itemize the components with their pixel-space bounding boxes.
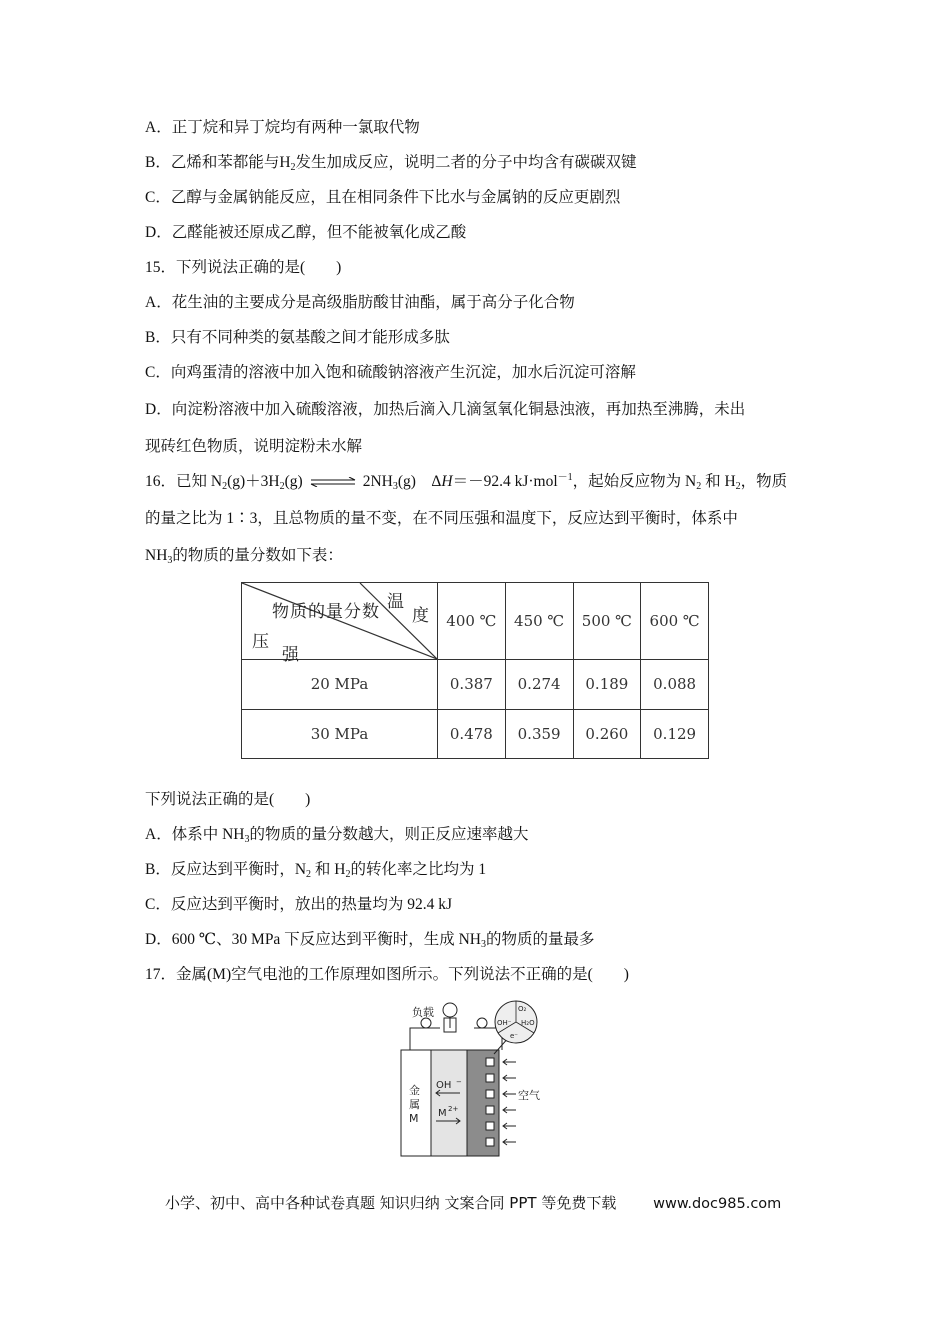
terminal-left-icon (421, 1018, 431, 1028)
header-pressure-char2: 强 (282, 645, 299, 665)
nh3-fraction-table (241, 582, 709, 759)
q15-option-d-cont: 现砖红色物质，说明淀粉未水解 (145, 438, 363, 455)
h2o-label: H₂O (521, 1019, 535, 1027)
q14-option-b: B．乙烯和苯都能与$H_2$发生加成反应，说明二者的分子中均含有碳碳双键 (145, 154, 637, 173)
q14-option-c: C．乙醇与金属钠能反应，且在相同条件下比水与金属钠的反应更剧烈 (145, 189, 621, 206)
q15-option-b: B．只有不同种类的氨基酸之间才能形成多肽 (145, 329, 450, 346)
q15-stem: 15．下列说法正确的是( ) (145, 259, 342, 276)
page-footer (165, 1192, 781, 1213)
q16-stem-line3: $NH_3$的物质的量分数如下表： (145, 547, 343, 566)
table-row (242, 709, 709, 759)
table-cell: 0.260 (573, 709, 641, 759)
electron-label: e⁻ (510, 1032, 519, 1040)
o2-label: O₂ (518, 1005, 527, 1013)
q16-stem-line2: 的量之比为 1∶3，且总物质的量不变，在不同压强和温度下，反应达到平衡时，体系中 (145, 510, 738, 527)
metal-label-3: M (409, 1112, 419, 1125)
q14-option-a: A．正丁烷和异丁烷均有两种一氯取代物 (145, 119, 420, 136)
table-cell: 0.387 (438, 660, 506, 710)
electrolyte (431, 1050, 467, 1156)
metal-air-battery-figure (398, 998, 548, 1160)
q17-stem: 17．金属(M)空气电池的工作原理如图所示。下列说法不正确的是( ) (145, 966, 629, 983)
table-diagonal-header (242, 583, 438, 665)
air-arrows-icon (503, 1059, 516, 1145)
header-pressure-char1: 压 (252, 632, 269, 652)
bulb-icon (443, 1003, 457, 1017)
terminal-right-icon (477, 1018, 487, 1028)
table-cell: 0.189 (573, 660, 641, 710)
table-header-row (242, 583, 709, 660)
footer-url[interactable]: www.doc985.com (653, 1196, 782, 1212)
temp-500: 500 ℃ (573, 583, 641, 660)
table-cell: 0.359 (505, 709, 573, 759)
q15-option-c: C．向鸡蛋清的溶液中加入饱和硫酸钠溶液产生沉淀，加水后沉淀可溶解 (145, 364, 636, 381)
metal-label-2: 属 (409, 1098, 420, 1111)
q14-option-d: D．乙醛能被还原成乙醇，但不能被氧化成乙酸 (145, 224, 467, 241)
pressure-20: 20 MPa (242, 660, 438, 710)
q16-option-d: D．600 ℃、30 MPa 下反应达到平衡时，生成 $NH_3$的物质的量最多 (145, 931, 595, 950)
metal-label-1: 金 (409, 1084, 420, 1097)
temp-400: 400 ℃ (438, 583, 506, 660)
table-cell: 0.478 (438, 709, 506, 759)
air-label: 空气 (518, 1089, 540, 1102)
equilibrium-arrow-icon (309, 477, 357, 487)
q16-option-a: A．体系中 $NH_3$的物质的量分数越大，则正反应速率越大 (145, 826, 529, 845)
q15-option-a: A．花生油的主要成分是高级脂肪酸甘油酯，属于高分子化合物 (145, 294, 575, 311)
footer-text: 小学、初中、高中各种试卷真题 知识归纳 文案合同 PPT 等免费下载 (165, 1194, 617, 1212)
header-temp-char2: 度 (412, 606, 429, 626)
header-temp-char1: 温 (387, 592, 404, 612)
temp-600: 600 ℃ (641, 583, 709, 660)
table-cell: 0.274 (505, 660, 573, 710)
temp-450: 450 ℃ (505, 583, 573, 660)
q16-stem-line1: 16．已知 $N_2(g)+3H_2(g)$ $2NH_3(g)$ ΔH＝－92.4 kJ·mol$^{-1}$，起始反应物为 $N_2$ 和 $H_2$，物质 (145, 472, 788, 492)
oh-small-label: OH⁻ (497, 1019, 512, 1027)
table-row (242, 660, 709, 710)
oh-ion-label: OH (436, 1080, 452, 1091)
table-cell: 0.088 (641, 660, 709, 710)
header-fraction-label: 物质的量分数 (272, 602, 380, 622)
oh-ion-charge: − (456, 1078, 462, 1086)
q16-ask: 下列说法正确的是( ) (145, 791, 311, 808)
m-ion-charge: 2+ (448, 1105, 459, 1113)
q16-option-c: C．反应达到平衡时，放出的热量均为 92.4 kJ (145, 896, 452, 913)
m-ion-label: M (438, 1108, 447, 1119)
q15-option-d: D．向淀粉溶液中加入硫酸溶液，加热后滴入几滴氢氧化铜悬浊液，再加热至沸腾，未出 (145, 401, 746, 418)
q16-option-b: B．反应达到平衡时，$N_2$ 和 $H_2$的转化率之比均为 1 (145, 861, 487, 880)
table-cell: 0.129 (641, 709, 709, 759)
pressure-30: 30 MPa (242, 709, 438, 759)
load-label: 负载 (412, 1006, 434, 1019)
